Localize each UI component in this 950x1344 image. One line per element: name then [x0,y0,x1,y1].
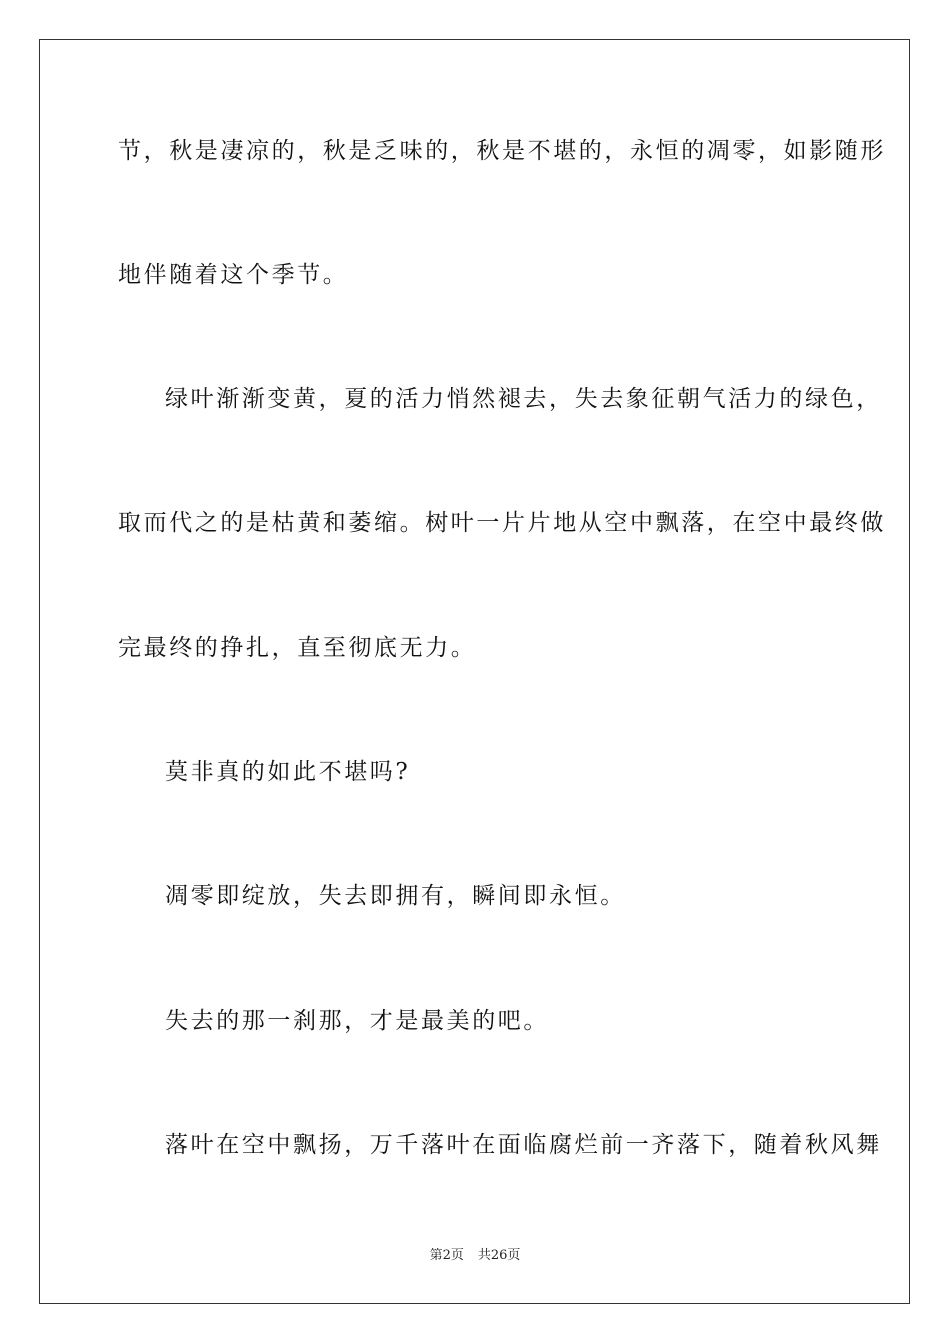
page-total: 共26页 [477,1248,521,1263]
paragraph-line: 落叶在空中飘扬，万千落叶在面临腐烂前一齐落下，随着秋风舞 [165,1132,882,1158]
text-line: 节，秋是凄凉的，秋是乏味的，秋是不堪的，永恒的凋零，如影随形 [118,138,886,164]
page-footer [0,1247,950,1265]
page-border [39,39,910,1304]
paragraph-line: 凋零即绽放，失去即拥有，瞬间即永恒。 [165,883,626,909]
paragraph-line: 失去的那一刹那，才是最美的吧。 [165,1008,549,1034]
text-line: 取而代之的是枯黄和萎缩。树叶一片片地从空中飘落，在空中最终做 [118,510,886,536]
paragraph-line: 绿叶渐渐变黄，夏的活力悄然褪去，失去象征朝气活力的绿色， [165,386,882,412]
text-line: 完最终的挣扎，直至彻底无力。 [118,635,477,661]
paragraph-line: 莫非真的如此不堪吗? [165,759,411,785]
text-line: 地伴随着这个季节。 [118,262,349,288]
page-number: 第2页 [429,1248,464,1263]
